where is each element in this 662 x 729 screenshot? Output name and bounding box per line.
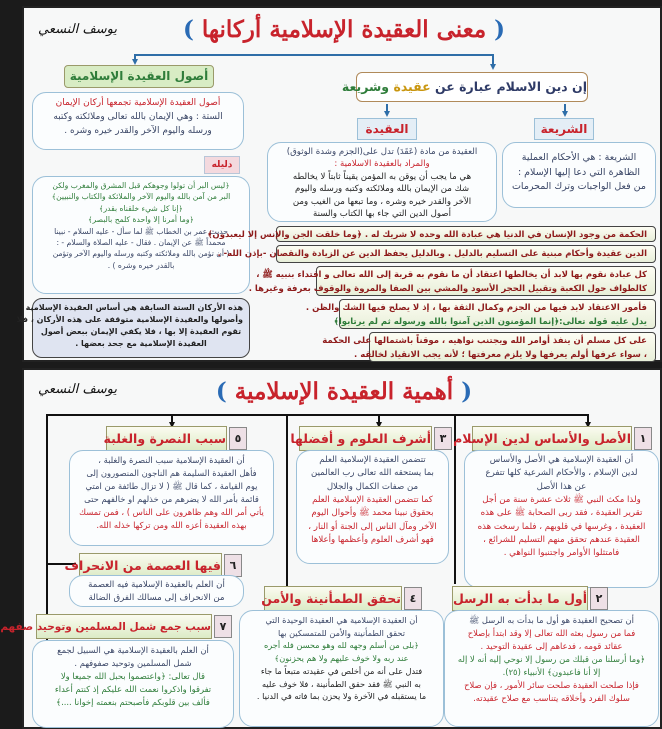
text-line: إلا أنا فاعبدون﴾ الأنبياء (٢٥). [502,667,601,678]
text-line: يدل عليه قوله تعالى:﴿إنما المؤمنون الذين آمنوا بالله ورسوله ثم لم يرتابوا﴾ [333,316,647,327]
text-line: العقيدة ، وغرسها في قلوبهم ، فلما رسخت هذه [477,521,646,532]
section-number: ٤ [404,587,422,610]
text-line: فتدل على أنه من أخلص في عقيدته متبعاً ما جاء [260,665,423,676]
text-line: تقوم العقيدة إلا بها ، فلا يكفي الإيمان ببعض أصول [40,327,242,336]
summary-box [16,298,250,358]
text-line: به النبي ﷺ فقد حقق الطمأنينة ، فلا خوف عليه [262,678,421,689]
page-title: ( معنى العقيدة الإسلامية أركانها ) [182,16,506,43]
importance-header: أول ما بدأت به الرسل [452,586,588,611]
aqida-definition-box [267,142,497,222]
importance-box [69,450,274,546]
text-line: عن هذا الأصل [536,481,587,492]
aqida-meaning-panel [16,6,662,362]
aqida-importance-panel [0,368,662,729]
text-line: حديث عمر بن الخطاب ﷺ لما سأل - عليه السلام - نبينا [54,226,228,236]
text-line: محمداً ﷺ عن الإيمان . فقال - عليه الصلاة والسلام - : [56,237,226,247]
islam-definition-header [341,72,588,102]
text-line: ﴿بلى من أسلم وجهه لله وهو محسن فله أجره [264,640,419,651]
text-line: ( أن تؤمن بالله وملائكته وكتبه ورسله واليوم الآخر وتؤمن [52,249,230,259]
note-strip [217,245,656,263]
text-line: على كل مسلم أن ينفذ أوامر الله ويجتنب نواهيه ، موقناً باشتمالها على الحكمة [322,336,647,346]
text-line: كما تتضمن العقيدة الإسلامية العلم [312,494,433,505]
text-line: تتضمن العقيدة الإسلامية العلم [319,455,426,465]
text-line: أن العقيدة الإسلامية سبب النصرة والغلبة ، [98,455,245,465]
text-line: الشريعة : هي الأحكام العملية [521,152,637,163]
text-line: أن العقيدة الإسلامية هي الأصل والأساس [489,455,634,465]
text-line: وأصولها والعقيدة الإسلامية متوقفة على هذه الأركان ، فلا [16,315,243,324]
text-line: أن العلم بالعقيدة الإسلامية هي السبيل لجمع [57,645,209,655]
text-line: عقائد قومه ، فدعاهم إلى عقيدة التوحيد . [480,641,623,652]
arrow-down-icon [490,64,496,70]
text-line: أصول العقيدة الإسلامية تجمعها أركان الإيمان [55,98,221,108]
arrow-down-icon [384,111,390,117]
importance-box [464,450,659,588]
text-line: بالقدر خيره وشره ) . [107,260,175,270]
author-signature: يوسف النسعي [38,382,118,397]
importance-header: فيها العصمة من الانحراف [79,553,222,578]
text-line: بما يستحقه الله تعالى رب العالمين [311,468,434,479]
note-strip [207,226,656,242]
text-line: بهذه العقيدة أعزه الله ومن تركها خذله الله. [96,520,247,531]
text-line: ، سواء عرفها أولم يعرفها ولا يلزم معرفتها ؛ لأنه يجب الانقياد لخالقه . [354,349,647,360]
text-line: فهو أشرف العلوم وأعظمها وأعلاها [311,534,434,545]
text-line: ﴿إنا كل شيء خلقناه بقدر﴾ [99,203,183,213]
section-number: ٢ [590,587,608,610]
connector [286,543,288,583]
usul-header: أصول العقيدة الإسلامية [64,65,214,88]
text-line: والمراد بالعقيدة الاسلامية : [334,159,430,170]
text-line: يأتي أمر الله وهم ظاهرون على الناس ) ، فمن تمسك [79,507,264,518]
text-line: ولذا مكث النبي ﷺ ثلاث عشرة سنة من أجل [482,494,641,505]
note-strip [248,266,656,296]
importance-box [444,610,659,727]
text-line: أصول الدين التي جاء بها الكتاب والسنة [313,209,451,220]
connector [492,54,494,64]
text-line: فألف بين قلوبكم فأصبحتم بنعمته إخوانا ....﴾ [56,697,210,708]
text-line: شمل المسلمين وتوحيد صفوفهم . [74,658,192,669]
text-line: فما من رسول بعثه الله تعالى إلا وقد ابتدأ بإصلاح [467,628,636,639]
text-line: قال تعالى: ﴿واعتصموا بحبل الله جميعا ولا [60,671,206,682]
text-line: كالطواف حول الكعبة وتقبيل الحجر الأسود والمشي بين الصفا والمروة والوقوف بعرفة وغيرها . [248,283,647,294]
sharia-definition-box [502,142,656,208]
text-line: هي ما يجب أن يوقن به المؤمن يقيناً ثابتاً لا يخالطه [292,171,472,182]
text-line: لدين الإسلام ، والأحكام الشرعية كلها تتفرع [485,468,638,479]
text-line: العقيدة الإسلامية مع جحد بعضها . [75,339,207,348]
arrow-down-icon [562,111,568,117]
section-number: ٣ [434,427,452,450]
text-line: أن العلم بالعقيدة الإسلامية فيه العصمة [88,580,225,590]
dalil-tab: دليله [204,156,240,174]
importance-header: سبب النصرة والغلبة [106,426,227,451]
text-line: البر من آمن بالله واليوم الآخر والملائكة والكتاب والنبيين﴾ [51,192,231,202]
usul-box [32,92,244,150]
text-line: فامتثلوا الأوامر واجتنبوا النواهي . [503,548,620,559]
importance-box [296,450,449,564]
text-line: العقيدة من مادة (عَقَدَ) تدل على(الجزم وشدة الوثوق) [286,147,478,157]
connector [454,543,456,583]
section-number: ١ [634,427,652,450]
note-strip [305,299,656,329]
text-line: الآخر ومآل الناس إلى الجنة أو النار ، [308,521,437,532]
importance-header: الأصل والأساس لدين الإسلام [472,426,632,451]
intro-sharia-word: وشريعة [341,79,394,94]
importance-header: تحقق الطمأنينة والأمن [264,586,402,611]
aqida-tab: العقيدة [357,118,417,140]
text-line: من الانحراف إلى مسالك الفرق الضالة [88,593,225,604]
note-strip [322,332,656,362]
text-line: يوم القيامة ، كما قال ﷺ ( لا تزال طائفة من امتي [85,481,258,492]
text-line: تفرقوا واذكروا نعمت الله عليكم إذ كنتم أعداء [54,684,212,695]
connector [46,414,589,416]
section-number: ٦ [224,554,242,577]
text-line: ما يستقبله في الآخرة ولا يحزن بما فاته في الدنيا . [256,691,427,702]
text-line: أن تصحيح العقيدة هو أول ما بدأت به الرسل ﷺ [469,615,634,625]
text-line: عند ربه ولا خوف عليهم ولا هم يحزنون﴾ [274,653,409,664]
text-line: أن العقيدة الإسلامية هي العقيدة الوحيدة التي [265,615,418,625]
text-line: فإذا صلحت العقيدة صلحت سائر الأمور ، فإن صلاح [464,680,639,691]
text-line: كل عبادة نقوم بها لابد أن يخالطها اعتقاد أن ما نقوم به قربة إلى الله تعالى و اقتداء بنبيه ﷺ ، [256,270,647,280]
importance-box [69,575,244,607]
text-line: من فعل الواجبات وترك المحرمات [511,181,646,193]
text-line: فأمور الاعتقاد لابد فيها من الجزم وكمال الثقة بها ، إذ لا يصلح فيها الشك والظن . [305,303,647,313]
importance-header: أشرف العلوم و أفضلها [299,426,432,451]
text-line: ﴿وما أمرنا إلا واحدة كلمح بالبصر﴾ [88,215,194,225]
intro-aqida-word: عقيدة [393,79,431,94]
text-line: شك من الإيمان بالله وملائكته وكتبه ورسله واليوم [294,184,470,195]
text-line: ﴿ليس البر أن تولوا وجوهكم قبل المشرق والمغرب ولكن [52,181,230,190]
text-line: الدين عقيدة وأحكام مبنية على التسليم بالدليل . وبالدليل يحفظ الدين عن الزيادة والنقصان -بإذن الله- . [217,249,647,259]
section-number: ٧ [214,615,232,638]
connector [134,54,494,56]
text-line: الظاهرة التي دعا إليها الإسلام : [517,166,641,178]
section-number: ٥ [229,427,247,450]
text-line: ورسله واليوم الآخر والقدر خيره وشره . [64,125,212,136]
text-line: الستة : وهي الإيمان بالله تعالى وملائكته وكتبه [53,111,223,122]
text-line: بحقوق نبينا محمد ﷺ وأحوال اليوم [311,508,434,519]
importance-box [32,640,234,728]
text-line: فأهل العقيدة السليمة هم الناجون المنصورون إلى [86,468,257,479]
text-line: قائمة بأمر الله لا يضرهم من خذلهم او خالفهم حتى [84,494,259,505]
text-line: العقيدة عندهم تحقق منهم التسليم للشرائع ، [483,534,640,545]
intro-text: إن دين الاسلام عبارة عن [430,79,587,94]
text-line: من صفات الكمال والجلال [326,481,419,492]
text-line: سلوك الفرد وأخلاقه يتناسب مع صلاح عقيدته. [473,693,630,704]
text-line: الآخر والقدر خيره وشره ، وما تبعها من الغيب ومن [292,196,472,207]
text-line: ﴿وما أرسلنا من قبلك من رسول إلا نوحي إليه أنه لا إله [457,654,646,665]
text-line: هذه الأركان الستة السابقة هي أساس العقيدة الإسلامية [25,303,243,312]
importance-box [239,610,444,727]
text-line: الحكمة من وجود الإنسان في الدنيا هي عبادة الله وحده لا شريك له . ﴿وما خلقت الجن والإنس إلا ليعبدون﴾ [207,230,647,240]
text-line: تحقق الطمأنينة والأمن للمتمسكين بها [277,627,405,638]
author-signature: يوسف النسعي [38,22,118,37]
text-line: تقرير العقيدة ، فقد ربى الصحابة ﷺ على هذه [480,508,643,519]
section-title: ( أهمية العقيدة الإسلامية ) [215,378,473,405]
importance-header: سبب جمع شمل المسلمين وتوحيد صفهم [36,614,212,639]
sharia-tab: الشريعة [534,118,594,140]
